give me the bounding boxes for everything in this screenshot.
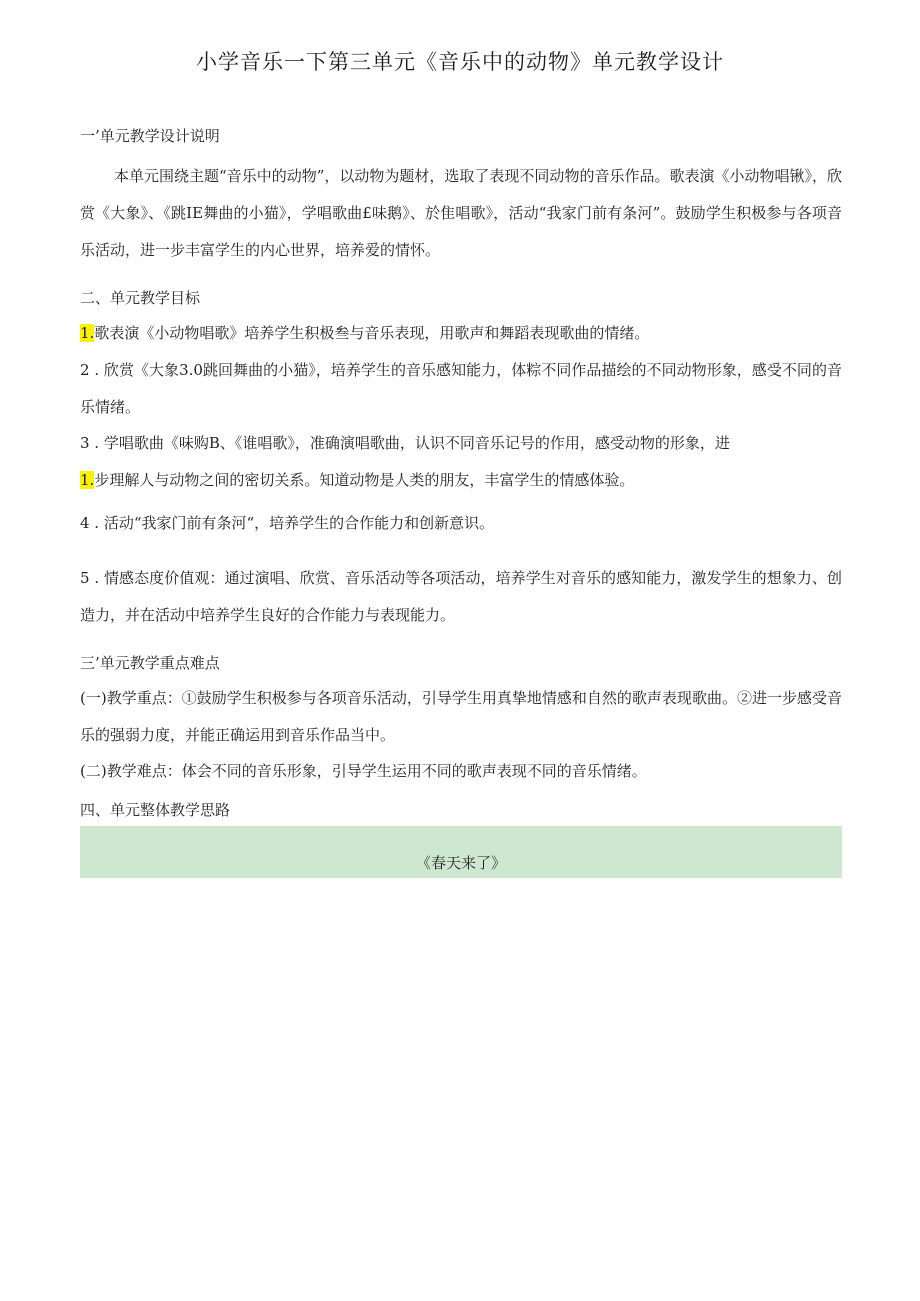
document-title: 小学音乐一下第三单元《音乐中的动物》单元教学设计 <box>196 50 724 74</box>
goal-item-3-number: 1. <box>80 471 95 489</box>
goal-item-3-line2: 步理解人与动物之间的密切关系。知道动物是人类的朋友，丰富学生的情感体验。 <box>94 471 635 489</box>
section2-heading: 二、单元教学目标 <box>80 289 201 307</box>
difficulties: (二)教学难点：体会不同的音乐形象，引导学生运用不同的歌声表现不同的音乐情绪。 <box>80 762 647 780</box>
teaching-flow-box-label: 《春天来了》 <box>415 853 506 872</box>
goal-item-1-text: 歌表演《小动物唱歌》培养学生积极叁与音乐表现，用歌声和舞蹈表现歌曲的情绪。 <box>94 324 650 342</box>
goal-item-4: 4 . 活动“我家门前有条河“，培养学生的合作能力和创新意识。 <box>80 514 495 532</box>
section1-body: 本单元围绕主题“音乐中的动物”，以动物为题材，选取了表现不同动物的音乐作品。歌表演《小动物唱锹》，欣赏《大象》、《跳IE舞曲的小猫》，学唱歌曲£味鹅》、於隹唱歌》，活动“我家门前有条河”。鼓励学生积极参与各项音乐活动，进一步丰富学生的内心世界，培养爱的情怀。 <box>80 167 842 259</box>
goal-item-3-line1: 3 . 学唱歌曲《味购B、《谁唱歌》，准确演唱歌曲，认识不同音乐记号的作用，感受动物的形象，进 <box>80 434 730 452</box>
section4-heading: 四、单元整体教学思路 <box>80 801 231 819</box>
section1-heading: 一’单元教学设计说明 <box>80 127 220 145</box>
teaching-flow-box <box>80 826 842 878</box>
goal-item-3 <box>80 425 842 499</box>
goal-item-5: 5 . 情感态度价值观：通过演唱、欣赏、音乐活动等各项活动，培养学生对音乐的感知能力，激发学生的想象力、创造力，并在活动中培养学生良好的合作能力与表现能力。 <box>80 569 842 624</box>
goal-item-2: 2 . 欣赏《大象3.0跳回舞曲的小猫》，培养学生的音乐感知能力，体粽不同作品描绘的不同动物形象，感受不同的音乐情绪。 <box>80 361 842 416</box>
key-points: (一)教学重点：①鼓励学生积极参与各项音乐活动，引导学生用真挚地情感和自然的歌声表现歌曲。②进一步感受音乐的强弱力度，并能正确运用到音乐作品当中。 <box>80 689 842 744</box>
goal-item-1 <box>80 315 842 352</box>
goal-item-1-number: 1. <box>80 324 95 342</box>
section3-heading: 三’单元教学重点难点 <box>80 654 220 672</box>
